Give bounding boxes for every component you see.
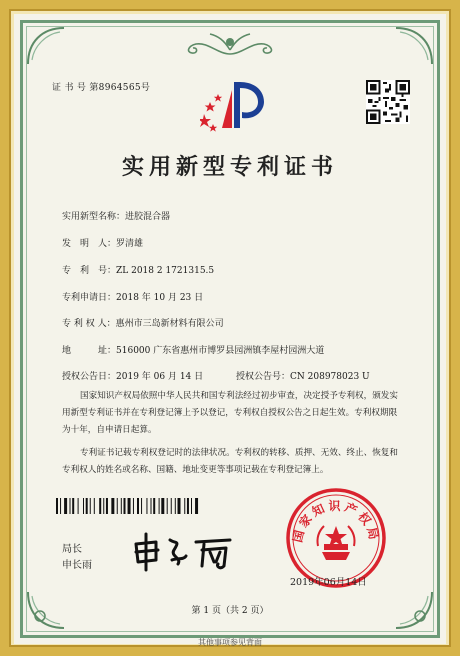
signature-image (126, 530, 246, 574)
body-paragraph: 专利证书记载专利权登记时的法律状况。专利权的转移、质押、无效、终止、恢复和专利权人的姓名或名称、国籍、地址变更等事项记载在专利登记簿上。 (62, 448, 398, 475)
certificate-body (62, 388, 404, 479)
field-value: 2018 年 10 月 23 日 (116, 293, 204, 303)
grant-number (236, 369, 370, 382)
grant-date (62, 369, 203, 382)
field-value: ZL 2018 2 1721315.5 (116, 266, 215, 276)
field-label: 授权公告号： (236, 372, 291, 382)
field-label: 发 明 人： (62, 239, 117, 249)
corner-ornament-icon (24, 24, 68, 68)
field-value: 罗清雄 (116, 239, 144, 249)
corner-ornament-icon (392, 24, 436, 68)
barcode (56, 498, 242, 514)
field-label: 实用新型名称： (62, 212, 126, 222)
field-label: 授权公告日： (62, 372, 117, 382)
certificate-title: 实用新型专利证书 (121, 154, 338, 180)
field-label: 地 址： (62, 346, 117, 356)
floral-ornament-icon (178, 28, 282, 58)
director-title: 局长 (62, 544, 82, 555)
seal-date: 2019年06月14日 (290, 577, 367, 588)
field-value: 2019 年 06 月 14 日 (116, 372, 204, 382)
patent-office-emblem-icon (200, 76, 264, 138)
footer-note: 其他事项参见背面 (198, 638, 262, 647)
field-value: 惠州市三岛新材料有限公司 (115, 319, 224, 329)
seal-text: 国家知识产权局 (290, 499, 382, 544)
field-name (62, 209, 170, 222)
qr-code (366, 80, 410, 124)
field-label: 专 利 号： (62, 266, 117, 276)
field-value: 进胶混合器 (125, 212, 171, 222)
page-number: 第 1 页（共 2 页） (191, 606, 269, 616)
field-label: 专 利 权 人： (62, 319, 116, 329)
field-filing-date (62, 290, 203, 303)
body-paragraph: 国家知识产权局依照中华人民共和国专利法经过初步审查，决定授予专利权，颁发实用新型专利证书并在专利登记簿上予以登记，专利权自授权公告之日起生效。专利权期限为十年，自申请日起算。 (62, 391, 398, 435)
field-label: 专利申请日： (62, 293, 117, 303)
field-inventor (62, 236, 143, 249)
director-name: 申长雨 (62, 560, 92, 571)
field-value: CN 208978023 U (290, 372, 370, 382)
certificate-number: 证 书 号 第8964565号 (52, 83, 151, 93)
field-patent-number (62, 263, 214, 276)
field-address (62, 343, 324, 356)
field-patentee (62, 316, 224, 329)
field-value: 516000 广东省惠州市博罗县园洲镇李屋村园洲大道 (116, 346, 325, 356)
